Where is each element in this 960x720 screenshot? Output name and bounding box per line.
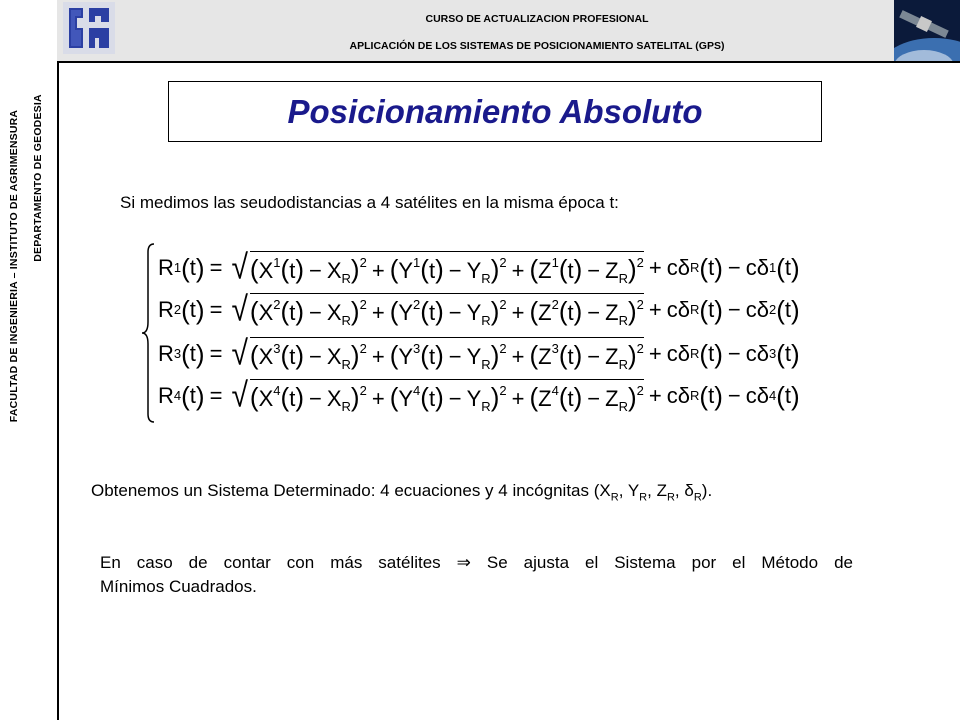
header-bar <box>57 0 960 63</box>
brace-icon <box>140 242 156 424</box>
equation-row: R 4 ( t ) = √ $(X^4(t) - X_R)^2 + (Y^4(t) - Y_R)^2 + (Z^4(t) - Z_R)^2$ + c δ R ( t ) − c δ 4 ( t ) <box>158 376 800 415</box>
equation-row: R 3 ( t ) = √ $(X^3(t) - X_R)^2 + (Y^3(t) - Y_R)^2 + (Z^3(t) - Z_R)^2$ + c δ R ( t ) − c δ 3 ( t ) <box>158 334 800 373</box>
equation-row: R 1 ( t ) = √ $(X^1(t) - X_R)^2 + (Y^1(t) - Y_R)^2 + (Z^1(t) - Z_R)^2$ + c δ R ( t ) − c δ 1 ( t ) <box>158 248 800 287</box>
department-label: DEPARTAMENTO DE GEODESIA <box>32 94 44 262</box>
equation-row: R 2 ( t ) = √ $(X^2(t) - X_R)^2 + (Y^2(t) - Y_R)^2 + (Z^2(t) - Z_R)^2$ + c δ R ( t ) − c δ 2 ( t ) <box>158 290 800 329</box>
least-squares-text: En caso de contar con más satélites ⇒ Se ajusta el Sistema por el Método de Mínimos Cuadrados. <box>100 553 853 596</box>
slide-title: Posicionamiento Absoluto <box>287 92 703 130</box>
satellite-icon <box>894 0 960 61</box>
faculty-label: FACULTAD DE INGENIERIA – INSTITUTO DE AGRIMENSURA <box>8 109 20 423</box>
course-subtitle: APLICACIÓN DE LOS SISTEMAS DE POSICIONAMIENTO SATELITAL (GPS) <box>349 40 725 52</box>
university-logo-icon <box>63 2 115 54</box>
course-title: CURSO DE ACTUALIZACION PROFESIONAL <box>425 13 649 25</box>
left-sidebar <box>0 0 59 720</box>
determined-system-text: Obtenemos un Sistema Determinado: 4 ecuaciones y 4 incógnitas ($X_R$, $Y_R$, $Z_R$, $\delta_R$). <box>91 481 713 504</box>
intro-text: Si medimos las seudodistancias a 4 satélites en la misma época t: <box>120 193 619 212</box>
slide-title-box <box>168 81 822 142</box>
